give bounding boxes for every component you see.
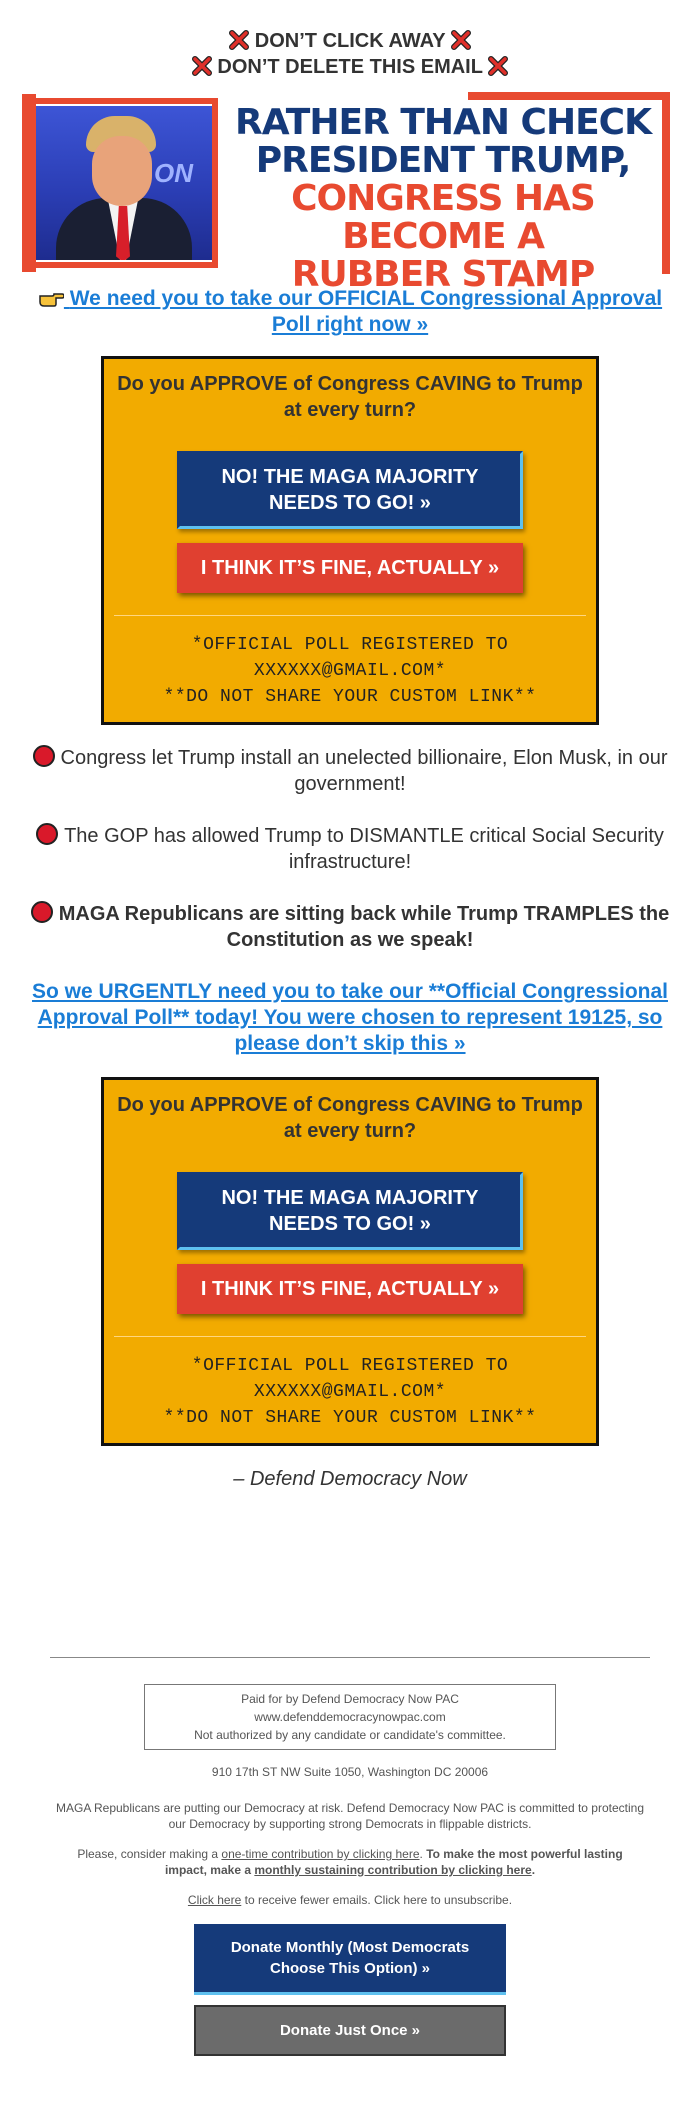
poll-intro-link-text: We need you to take our OFFICIAL Congressional Approval Poll right now » (69, 287, 663, 336)
hero-line-4: RUBBER STAMP (291, 254, 595, 295)
vote-no-button[interactable]: NO! THE MAGA MAJORITY NEEDS TO GO! » (177, 1172, 523, 1250)
consider-prefix: Please, consider making a (77, 1847, 222, 1861)
red-circle-icon (33, 745, 55, 767)
footer-website: www.defenddemocracynowpac.com (254, 1710, 446, 1724)
footer-divider (50, 1657, 650, 1658)
red-circle-icon (36, 823, 58, 845)
bullet-2 (30, 823, 670, 875)
consider-mid: . (419, 1847, 427, 1861)
trump-photo (36, 106, 212, 260)
urgent-poll-link[interactable]: So we URGENTLY need you to take our **Official Congressional Approval Poll** today! You were chosen to represent 19125, so please don’t skip this » (32, 980, 668, 1055)
poll-question: Do you APPROVE of Congress CAVING to Trump at every turn? (117, 373, 583, 421)
hero-line-1: RATHER THAN CHECK (235, 102, 651, 143)
fewer-emails-rest: to receive fewer emails. Click here to unsubscribe. (241, 1893, 513, 1907)
bullet-3 (30, 901, 670, 953)
not-authorized-text: Not authorized by any candidate or candidate's committee. (194, 1728, 506, 1742)
warning-text-2: DON’T DELETE THIS EMAIL (217, 56, 483, 78)
monthly-contribution-link[interactable]: monthly sustaining contribution by clicking here (254, 1863, 532, 1877)
one-time-contribution-link[interactable]: one-time contribution by clicking here (221, 1847, 420, 1861)
pointing-hand-icon (38, 289, 64, 307)
cross-mark-icon (488, 56, 508, 76)
poll-registration-note (114, 632, 586, 710)
bullet-3-text: MAGA Republicans are sitting back while Trump TRAMPLES the Constitution as we speak! (58, 903, 670, 951)
fewer-emails-link[interactable]: Click here (187, 1893, 242, 1907)
poll-divider (114, 615, 586, 616)
signoff: – Defend Democracy Now (233, 1468, 467, 1490)
poll-box-2 (101, 1077, 599, 1446)
cross-mark-icon (192, 56, 212, 76)
poll-note-line-3: **DO NOT SHARE YOUR CUSTOM LINK** (163, 687, 537, 707)
poll-box-1 (101, 356, 599, 725)
consider-end: . (531, 1863, 536, 1877)
hero-line-3: CONGRESS HAS BECOME A (291, 178, 595, 257)
poll-note-line-1: *OFFICIAL POLL REGISTERED TO (191, 1356, 509, 1376)
red-circle-icon (31, 901, 53, 923)
warning-line-1 (0, 0, 700, 54)
bullet-1 (30, 745, 670, 797)
donate-once-button[interactable]: Donate Just Once » (194, 2005, 506, 2056)
poll-divider (114, 1336, 586, 1337)
hero-line-2: PRESIDENT TRUMP, (255, 140, 631, 181)
poll-note-line-2: XXXXXX@GMAIL.COM* (253, 1382, 447, 1402)
footer-email-prefs (50, 1892, 650, 1908)
cross-mark-icon (451, 30, 471, 50)
footer-mission: MAGA Republicans are putting our Democracy at risk. Defend Democracy Now PAC is committed to protecting our Democracy by supporting strong Democrats in flippable districts. (55, 1801, 644, 1831)
warning-line-2 (0, 54, 700, 80)
poll-note-line-3: **DO NOT SHARE YOUR CUSTOM LINK** (163, 1408, 537, 1428)
paid-for-box (144, 1684, 556, 1750)
warning-text-1: DON’T CLICK AWAY (254, 30, 446, 52)
poll-note-line-2: XXXXXX@GMAIL.COM* (253, 661, 447, 681)
footer-consider (55, 1846, 645, 1878)
footer-address: 910 17th ST NW Suite 1050, Washington DC 20006 (211, 1765, 489, 1779)
hero-banner[interactable] (0, 92, 700, 295)
vote-fine-button[interactable]: I THINK IT’S FINE, ACTUALLY » (177, 543, 523, 593)
vote-no-button[interactable]: NO! THE MAGA MAJORITY NEEDS TO GO! » (177, 451, 523, 529)
bullet-1-text: Congress let Trump install an unelected billionaire, Elon Musk, in our government! (60, 747, 668, 795)
cross-mark-icon (229, 30, 249, 50)
donate-monthly-button[interactable]: Donate Monthly (Most Democrats Choose This Option) » (194, 1924, 506, 1995)
poll-note-line-1: *OFFICIAL POLL REGISTERED TO (191, 635, 509, 655)
photo-background-sign: ON (154, 158, 193, 188)
paid-for-text: Paid for by Defend Democracy Now PAC (241, 1692, 459, 1706)
poll-question: Do you APPROVE of Congress CAVING to Trump at every turn? (117, 1094, 583, 1142)
poll-registration-note (114, 1353, 586, 1431)
vote-fine-button[interactable]: I THINK IT’S FINE, ACTUALLY » (177, 1264, 523, 1314)
bullet-2-text: The GOP has allowed Trump to DISMANTLE critical Social Security infrastructure! (64, 825, 664, 873)
hero-headline (228, 104, 658, 294)
consider-bold: To make the most powerful lasting impact, make a (164, 1847, 623, 1877)
